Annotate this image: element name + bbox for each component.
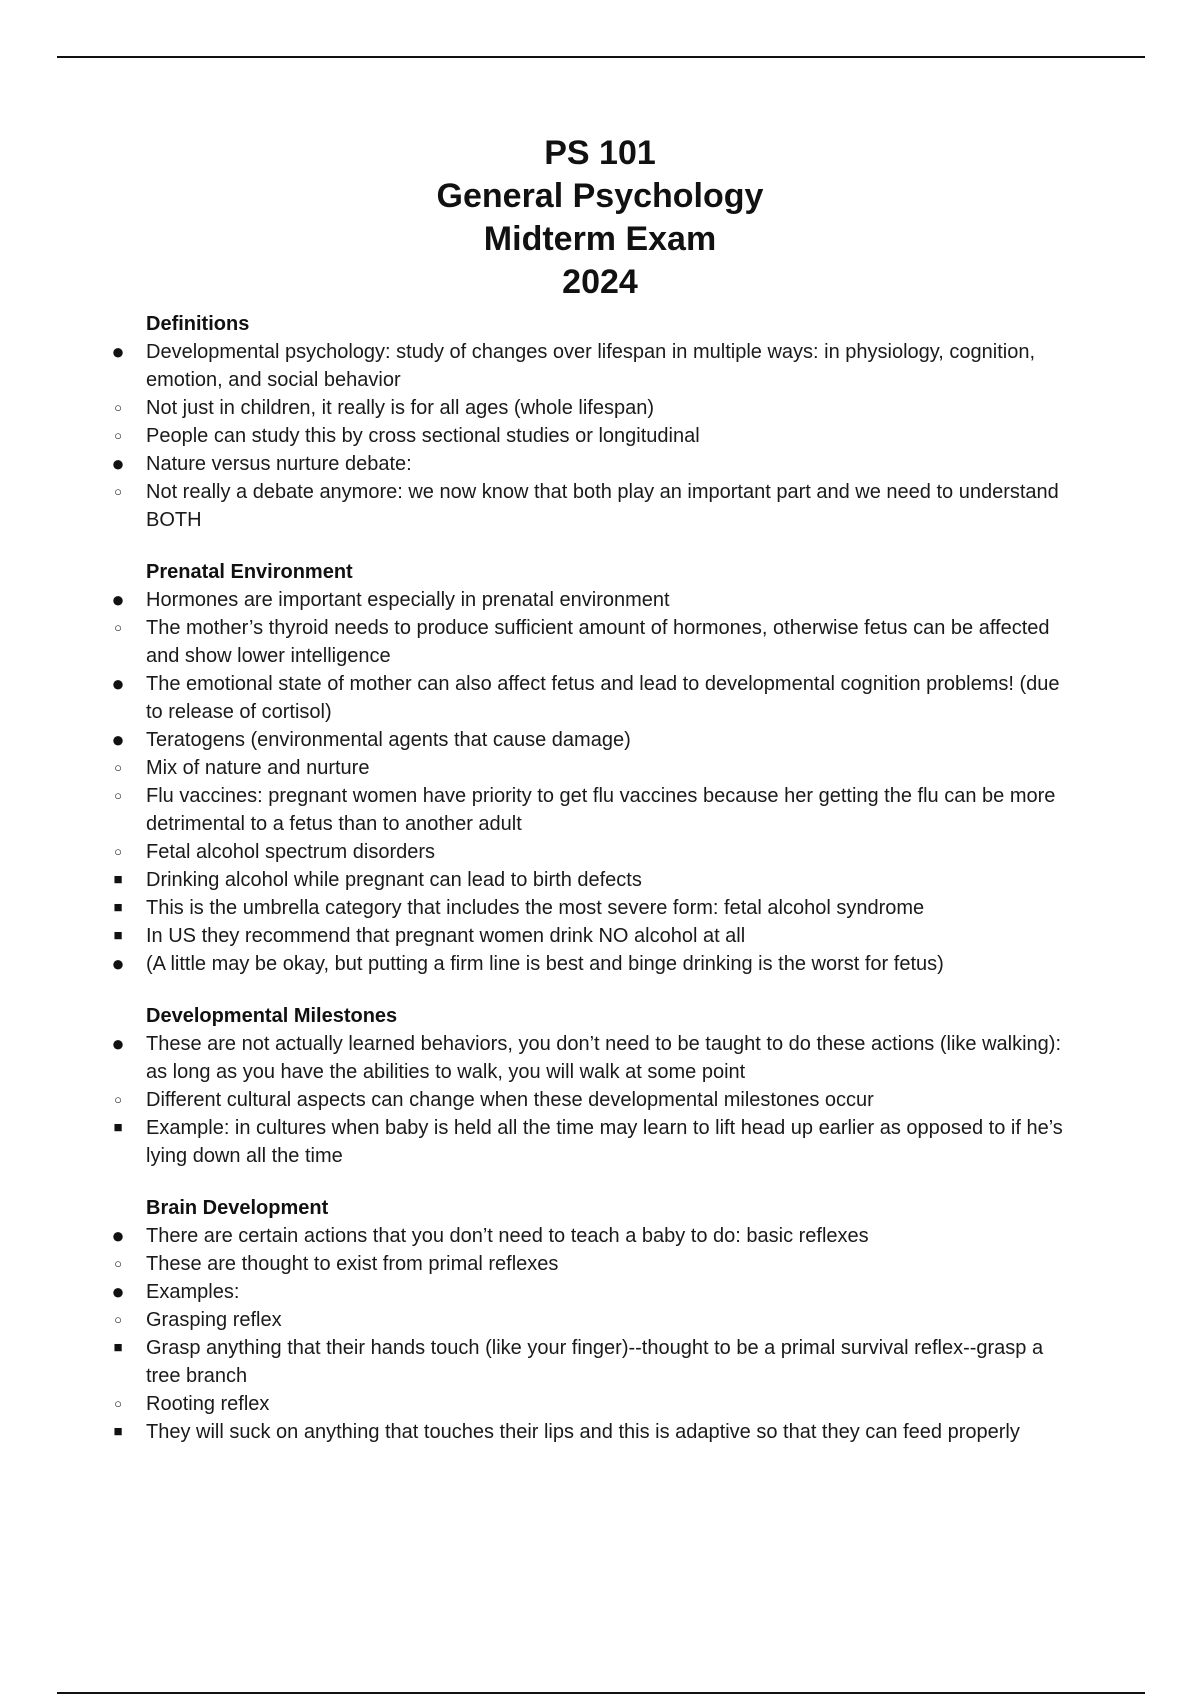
list-item-text: Nature versus nurture debate:: [146, 453, 412, 475]
section-heading: Definitions: [146, 313, 250, 335]
list-item: [0, 782, 1066, 838]
square-bullet-icon: ■: [113, 1119, 123, 1136]
bullet-icon: ●: [111, 1279, 125, 1304]
list-item-text: The emotional state of mother can also affect fetus and lead to developmental cognition problems! (due to release of cortisol): [146, 673, 1060, 723]
list-item-text: Not just in children, it really is for all ages (whole lifespan): [146, 397, 654, 419]
title-line: 2024: [562, 263, 638, 301]
list-item: [0, 1418, 1066, 1446]
list-item: [0, 1278, 1066, 1306]
list-item-text: Rooting reflex: [146, 1393, 270, 1415]
list-item: [0, 726, 1066, 754]
list-item: [0, 1306, 1066, 1334]
bullet-icon: ●: [111, 951, 125, 976]
circle-bullet-icon: ○: [114, 400, 122, 415]
square-bullet-icon: ■: [113, 1339, 123, 1356]
top-rule: [57, 56, 1145, 58]
list-item-text: Drinking alcohol while pregnant can lead to birth defects: [146, 869, 642, 891]
bullet-icon: ●: [111, 727, 125, 752]
list-item: [0, 394, 1066, 422]
square-bullet-icon: ■: [113, 1423, 123, 1440]
list-item-text: Examples:: [146, 1281, 240, 1303]
list-item-text: They will suck on anything that touches their lips and this is adaptive so that they can feed properly: [146, 1421, 1020, 1443]
list-item-text: Grasp anything that their hands touch (like your finger)--thought to be a primal survival reflex--grasp a tree branch: [146, 1337, 1044, 1387]
list-item: [0, 1250, 1066, 1278]
circle-bullet-icon: ○: [114, 620, 122, 635]
list-item-text: Teratogens (environmental agents that cause damage): [146, 729, 631, 751]
square-bullet-icon: ■: [113, 871, 123, 888]
section-heading: Prenatal Environment: [146, 561, 353, 583]
bullet-icon: ●: [111, 451, 125, 476]
bullet-icon: ●: [111, 587, 125, 612]
square-bullet-icon: ■: [113, 899, 123, 916]
section-heading: Brain Development: [146, 1197, 329, 1219]
document-body: [0, 310, 1200, 1470]
circle-bullet-icon: ○: [114, 484, 122, 499]
section: [0, 310, 1200, 534]
circle-bullet-icon: ○: [114, 1396, 122, 1411]
circle-bullet-icon: ○: [114, 788, 122, 803]
bottom-rule: [57, 1692, 1145, 1694]
bullet-icon: ●: [111, 671, 125, 696]
list-item-text: (A little may be okay, but putting a firm line is best and binge drinking is the worst for fetus): [146, 953, 944, 975]
circle-bullet-icon: ○: [114, 844, 122, 859]
list-item: [0, 754, 1066, 782]
section-heading: Developmental Milestones: [146, 1005, 398, 1027]
list-item-text: Different cultural aspects can change when these developmental milestones occur: [146, 1089, 874, 1111]
list-item: [0, 478, 1066, 534]
list-item: [0, 586, 1066, 614]
list-item: [0, 922, 1066, 950]
list-item: [0, 950, 1066, 978]
list-item: [0, 1114, 1066, 1170]
title-line: Midterm Exam: [483, 220, 717, 258]
bullet-icon: ●: [111, 1031, 125, 1056]
list-item-text: These are not actually learned behaviors, you don’t need to be taught to do these actions (like walking): as long as you have the abilities to walk, you will walk at some point: [146, 1033, 1062, 1083]
list-item-text: Mix of nature and nurture: [146, 757, 370, 779]
title-line: PS 101: [544, 134, 656, 172]
list-item: [0, 1222, 1066, 1250]
list-item-text: Hormones are important especially in prenatal environment: [146, 589, 670, 611]
list-item-text: Grasping reflex: [146, 1309, 282, 1331]
list-item: [0, 1390, 1066, 1418]
list-item-text: This is the umbrella category that includes the most severe form: fetal alcohol syndrome: [146, 897, 925, 919]
list-item: [0, 338, 1066, 394]
bullet-icon: ●: [111, 339, 125, 364]
circle-bullet-icon: ○: [114, 428, 122, 443]
list-item-text: Fetal alcohol spectrum disorders: [146, 841, 436, 863]
circle-bullet-icon: ○: [114, 1092, 122, 1107]
list-item-text: Flu vaccines: pregnant women have priority to get flu vaccines because her getting the flu can be more detrimental to a fetus than to another adult: [146, 785, 1056, 835]
document-title: [0, 132, 1200, 304]
list-item-text: Example: in cultures when baby is held all the time may learn to lift head up earlier as opposed to if he’s lying down all the time: [146, 1117, 1063, 1167]
square-bullet-icon: ■: [113, 927, 123, 944]
list-item: [0, 1030, 1066, 1086]
list-item: [0, 614, 1066, 670]
list-item: [0, 422, 1066, 450]
list-item: [0, 450, 1066, 478]
list-item-text: The mother’s thyroid needs to produce sufficient amount of hormones, otherwise fetus can be affected and show lower intelligence: [146, 617, 1050, 667]
circle-bullet-icon: ○: [114, 1312, 122, 1327]
bullet-icon: ●: [111, 1223, 125, 1248]
list-item: [0, 894, 1066, 922]
list-item: [0, 866, 1066, 894]
list-item: [0, 1334, 1066, 1390]
list-item-text: People can study this by cross sectional studies or longitudinal: [146, 425, 700, 447]
section: [0, 558, 1200, 978]
section: [0, 1002, 1200, 1170]
list-item-text: In US they recommend that pregnant women drink NO alcohol at all: [146, 925, 746, 947]
list-item: [0, 838, 1066, 866]
list-item: [0, 1086, 1066, 1114]
circle-bullet-icon: ○: [114, 1256, 122, 1271]
list-item-text: Not really a debate anymore: we now know that both play an important part and we need to understand BOTH: [146, 481, 1059, 531]
list-item-text: These are thought to exist from primal reflexes: [146, 1253, 559, 1275]
circle-bullet-icon: ○: [114, 760, 122, 775]
title-line: General Psychology: [436, 177, 764, 215]
list-item-text: There are certain actions that you don’t need to teach a baby to do: basic reflexes: [146, 1225, 869, 1247]
list-item-text: Developmental psychology: study of changes over lifespan in multiple ways: in physiology, cognition, emotion, and social behavior: [146, 341, 1036, 391]
list-item: [0, 670, 1066, 726]
section: [0, 1194, 1200, 1446]
